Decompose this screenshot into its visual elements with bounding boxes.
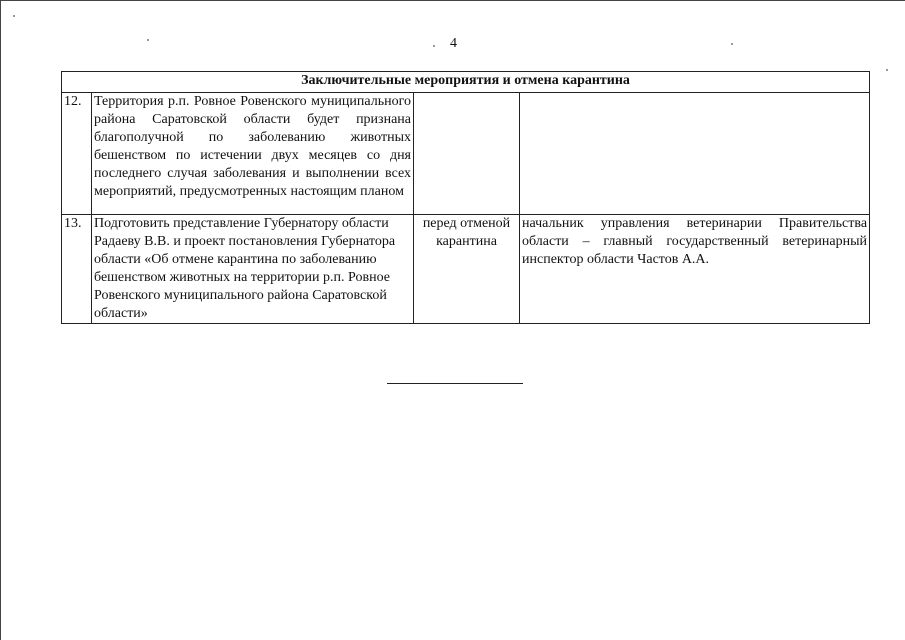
- scan-speck: [433, 45, 435, 47]
- scan-speck: [731, 43, 733, 45]
- scan-speck: [886, 69, 888, 71]
- responsible-cell: [520, 93, 870, 215]
- row-number: 13.: [62, 215, 92, 324]
- section-title: Заключительные мероприятия и отмена карантина: [62, 72, 870, 93]
- end-divider-line: [387, 383, 523, 384]
- measures-table: [61, 71, 870, 324]
- table-row: [62, 93, 870, 215]
- section-header-row: [62, 72, 870, 93]
- deadline-cell: [414, 93, 520, 215]
- deadline-cell: перед отменой карантина: [414, 215, 520, 324]
- scan-speck: [13, 15, 15, 17]
- scan-speck: [147, 39, 149, 41]
- row-number: 12.: [62, 93, 92, 215]
- activity-cell: Территория р.п. Ровное Ровенского муниципального района Саратовской области будет признана благополучной по заболеванию животных бешенством по истечении двух месяцев со дня последнего случая заболевания и выполнении всех мероприятий, предусмотренных настоящим планом: [92, 93, 414, 215]
- page-number: 4: [450, 36, 457, 51]
- responsible-cell: начальник управления ветеринарии Правительства области – главный государственный ветеринарный инспектор области Частов А.А.: [520, 215, 870, 324]
- table-row: [62, 215, 870, 324]
- activity-cell: Подготовить представление Губернатору области Радаеву В.В. и проект постановления Губернатора области «Об отмене карантина по заболеванию бешенством животных на территории р.п. Ровное Ровенского муниципального района Саратовской области»: [92, 215, 414, 324]
